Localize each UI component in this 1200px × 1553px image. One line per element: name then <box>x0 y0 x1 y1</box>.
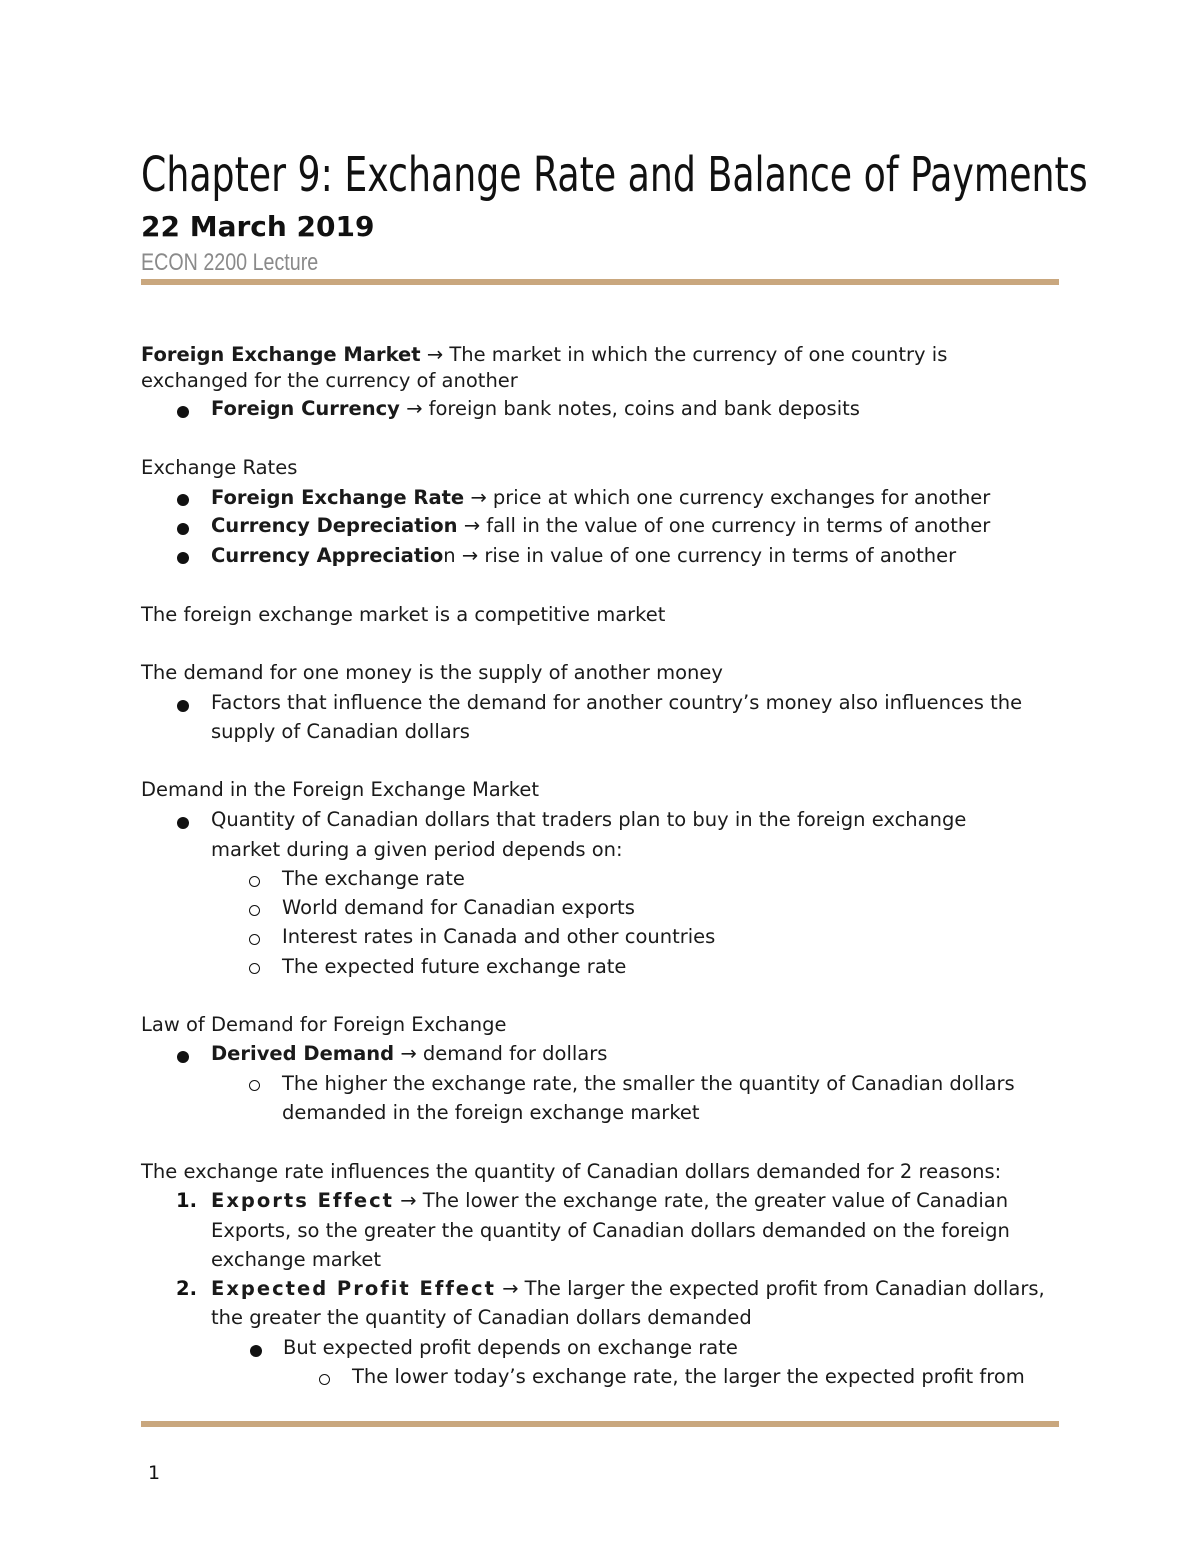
derived-demand-def: → demand for dollars <box>394 1042 608 1065</box>
profit-effect-def: → The larger the expected profit from Canadian dollars, <box>495 1277 1045 1300</box>
circle-bullet-icon <box>249 1080 260 1091</box>
law-sub-line-2: demanded in the foreign exchange market <box>282 1101 700 1124</box>
demand-fx-line-2: market during a given period depends on: <box>211 838 623 861</box>
demand-factor-item: World demand for Canadian exports <box>282 896 635 919</box>
rates-item <box>211 541 956 571</box>
demand-supply-line-1: Factors that influence the demand for another country’s money also influences the <box>211 691 1023 714</box>
document-title: Chapter 9: Exchange Rate and Balance of Payments <box>141 147 1088 203</box>
exports-effect-line-2: Exports, so the greater the quantity of Canadian dollars demanded on the foreign <box>211 1219 1010 1242</box>
profit-sub: The lower today’s exchange rate, the larger the expected profit from <box>352 1365 1025 1388</box>
rates-item <box>211 511 990 541</box>
rates-item-def: → fall in the value of one currency in terms of another <box>457 514 991 537</box>
bullet-icon <box>177 523 189 535</box>
demand-supply-line-2: supply of Canadian dollars <box>211 720 470 743</box>
profit-effect-line-2: the greater the quantity of Canadian dollars demanded <box>211 1306 752 1329</box>
document-subtitle: ECON 2200 Lecture <box>141 249 319 276</box>
demand-factor-item: The expected future exchange rate <box>282 955 627 978</box>
circle-bullet-icon <box>249 934 260 945</box>
reasons-heading: The exchange rate influences the quantity of Canadian dollars demanded for 2 reasons: <box>141 1160 1002 1183</box>
exports-effect-term: Exports Effect <box>211 1189 394 1212</box>
rates-item-def: n → rise in value of one currency in terms of another <box>443 544 957 567</box>
rates-item-term: Currency Depreciation <box>211 514 458 537</box>
fx-market-line-2: exchanged for the currency of another <box>141 369 518 392</box>
profit-effect-term: Expected Profit Effect <box>211 1277 496 1300</box>
exchange-rates-heading: Exchange Rates <box>141 456 298 479</box>
exports-effect-line-3: exchange market <box>211 1248 382 1271</box>
page-number: 1 <box>148 1462 161 1484</box>
header-rule <box>141 279 1059 285</box>
circle-bullet-icon <box>249 876 260 887</box>
circle-bullet-icon <box>319 1374 330 1385</box>
foreign-currency-def: → foreign bank notes, coins and bank deposits <box>399 397 860 420</box>
fx-market-term: Foreign Exchange Market <box>141 343 421 366</box>
rates-item <box>211 483 990 513</box>
fx-market-def: → The market in which the currency of one country is <box>420 343 948 366</box>
bullet-icon <box>177 700 189 712</box>
foreign-currency-term: Foreign Currency <box>211 397 400 420</box>
demand-fx-heading: Demand in the Foreign Exchange Market <box>141 778 539 801</box>
rates-item-def: → price at which one currency exchanges for another <box>464 486 991 509</box>
profit-bullet: But expected profit depends on exchange rate <box>283 1336 738 1359</box>
foreign-currency-item <box>211 394 860 424</box>
list-number: 2. <box>176 1277 197 1300</box>
law-heading: Law of Demand for Foreign Exchange <box>141 1013 507 1036</box>
exports-effect-line-1 <box>211 1186 1008 1216</box>
list-number: 1. <box>176 1189 197 1212</box>
footer-rule <box>141 1421 1059 1427</box>
competitive-market-text: The foreign exchange market is a competitive market <box>141 603 666 626</box>
demand-factor-item: The exchange rate <box>282 867 465 890</box>
derived-demand-term: Derived Demand <box>211 1042 395 1065</box>
bullet-icon <box>177 1051 189 1063</box>
document-date: 22 March 2019 <box>141 210 375 243</box>
bullet-icon <box>250 1345 262 1357</box>
demand-supply-heading: The demand for one money is the supply of another money <box>141 661 723 684</box>
bullet-icon <box>177 817 189 829</box>
demand-fx-line-1: Quantity of Canadian dollars that traders plan to buy in the foreign exchange <box>211 808 967 831</box>
demand-factor-item: Interest rates in Canada and other countries <box>282 925 716 948</box>
profit-effect-line-1 <box>211 1274 1045 1304</box>
circle-bullet-icon <box>249 905 260 916</box>
bullet-icon <box>177 494 189 506</box>
rates-item-term: Foreign Exchange Rate <box>211 486 465 509</box>
bullet-icon <box>177 406 189 418</box>
law-sub-line-1: The higher the exchange rate, the smaller the quantity of Canadian dollars <box>282 1072 1015 1095</box>
exports-effect-def: → The lower the exchange rate, the greater value of Canadian <box>393 1189 1009 1212</box>
bullet-icon <box>177 552 189 564</box>
circle-bullet-icon <box>249 963 260 974</box>
derived-demand-item <box>211 1039 607 1069</box>
rates-item-term: Currency Appreciatio <box>211 544 444 567</box>
